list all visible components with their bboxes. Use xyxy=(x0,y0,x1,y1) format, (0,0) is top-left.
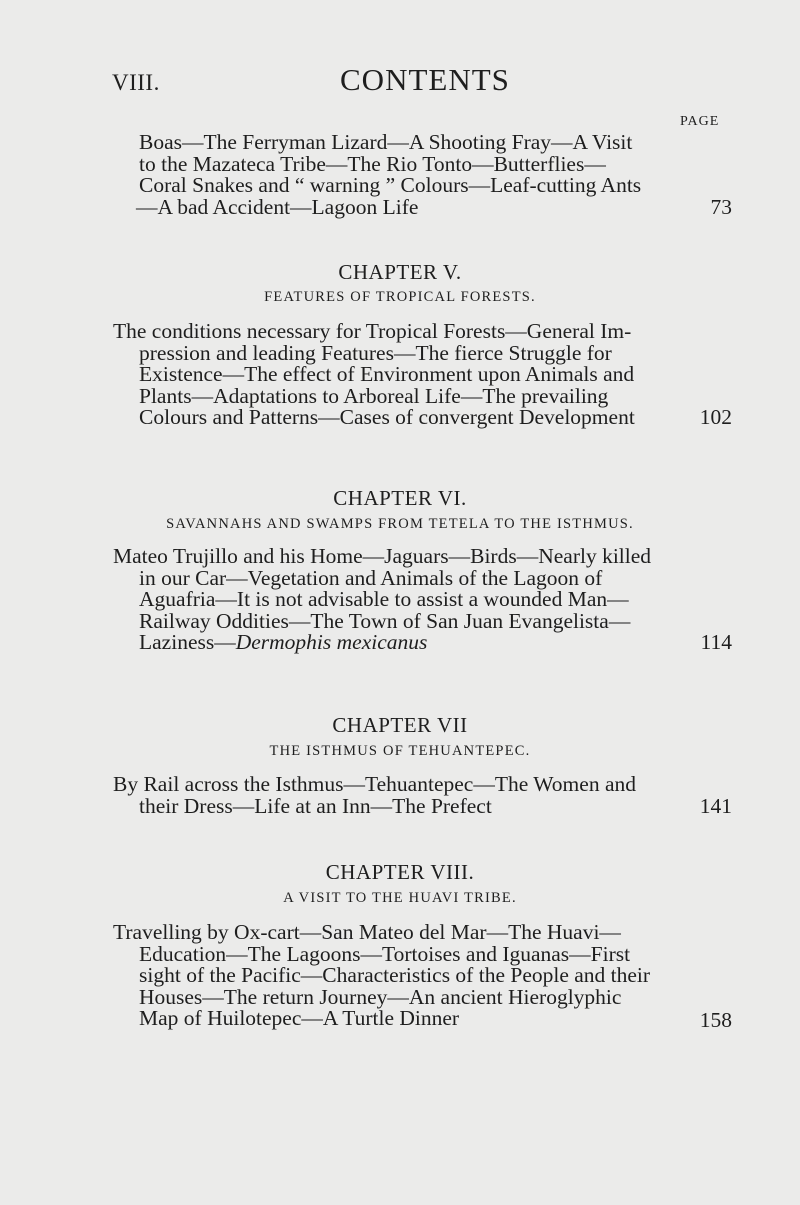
entry-line-text: Laziness— xyxy=(139,630,236,655)
page-number: 114 xyxy=(700,630,732,655)
page-number: 102 xyxy=(699,405,732,430)
entry-line: Existence—The effect of Environment upon Animals and xyxy=(139,362,635,387)
page-column-label: PAGE xyxy=(680,114,720,129)
species-name: Dermophis mexicanus xyxy=(235,630,428,655)
chapter-subtitle: FEATURES OF TROPICAL FORESTS. xyxy=(264,289,536,305)
running-head xyxy=(112,62,732,102)
entry-line: to the Mazateca Tribe—The Rio Tonto—Butterflies— xyxy=(139,151,606,176)
entry-line: Boas—The Ferryman Lizard—A Shooting Fray—A Visit xyxy=(139,130,633,154)
chapter-heading: CHAPTER VIII. xyxy=(325,860,475,884)
entry-line-with-italic xyxy=(139,632,673,654)
entry-line: —A bad Accident—Lagoon Life xyxy=(136,194,419,219)
entry-line: Mateo Trujillo and his Home—Jaguars—Birds—Nearly killed xyxy=(113,544,652,568)
entry-line: Map of Huilotepec—A Turtle Dinner xyxy=(139,1006,460,1031)
entry-line: Aguafria—It is not advisable to assist a wounded Man— xyxy=(139,587,629,612)
chapter-subtitle: THE ISTHMUS OF TEHUANTEPEC. xyxy=(269,743,531,759)
entry-line: sight of the Pacific—Characteristics of the People and their xyxy=(139,963,651,988)
page-number: 141 xyxy=(699,793,732,818)
entry-line: pression and leading Features—The fierce Struggle for xyxy=(139,340,612,365)
entry-line: Plants—Adaptations to Arboreal Life—The prevailing xyxy=(139,383,609,408)
page-number: 158 xyxy=(699,1008,732,1032)
entry-line: By Rail across the Isthmus—Tehuantepec—The Women and xyxy=(113,772,636,796)
entry-line: Colours and Patterns—Cases of convergent Development xyxy=(139,405,635,430)
entry-line: their Dress—Life at an Inn—The Prefect xyxy=(139,793,492,818)
chapter-heading: CHAPTER V. xyxy=(338,260,462,284)
entry-line: Travelling by Ox-cart—San Mateo del Mar—The Huavi— xyxy=(113,920,621,944)
page-folio: VIII. xyxy=(112,70,160,95)
chapter-heading: CHAPTER VI. xyxy=(333,486,467,510)
chapter-subtitle: SAVANNAHS AND SWAMPS FROM TETELA TO THE ISTHMUS. xyxy=(166,516,634,532)
entry-line: Railway Oddities—The Town of San Juan Evangelista— xyxy=(139,608,631,633)
chapter-heading: CHAPTER VII xyxy=(332,713,468,737)
page-title: CONTENTS xyxy=(340,62,510,97)
entry-line: The conditions necessary for Tropical Forests—General Im- xyxy=(113,319,632,343)
page-number: 73 xyxy=(710,194,732,219)
entry-line: Education—The Lagoons—Tortoises and Iguanas—First xyxy=(139,941,631,966)
entry-line: Houses—The return Journey—An ancient Hieroglyphic xyxy=(139,984,622,1009)
entry-line: Coral Snakes and “ warning ” Colours—Leaf-cutting Ants xyxy=(139,173,642,198)
chapter-subtitle: A VISIT TO THE HUAVI TRIBE. xyxy=(283,890,517,906)
entry-line: in our Car—Vegetation and Animals of the Lagoon of xyxy=(139,565,603,590)
